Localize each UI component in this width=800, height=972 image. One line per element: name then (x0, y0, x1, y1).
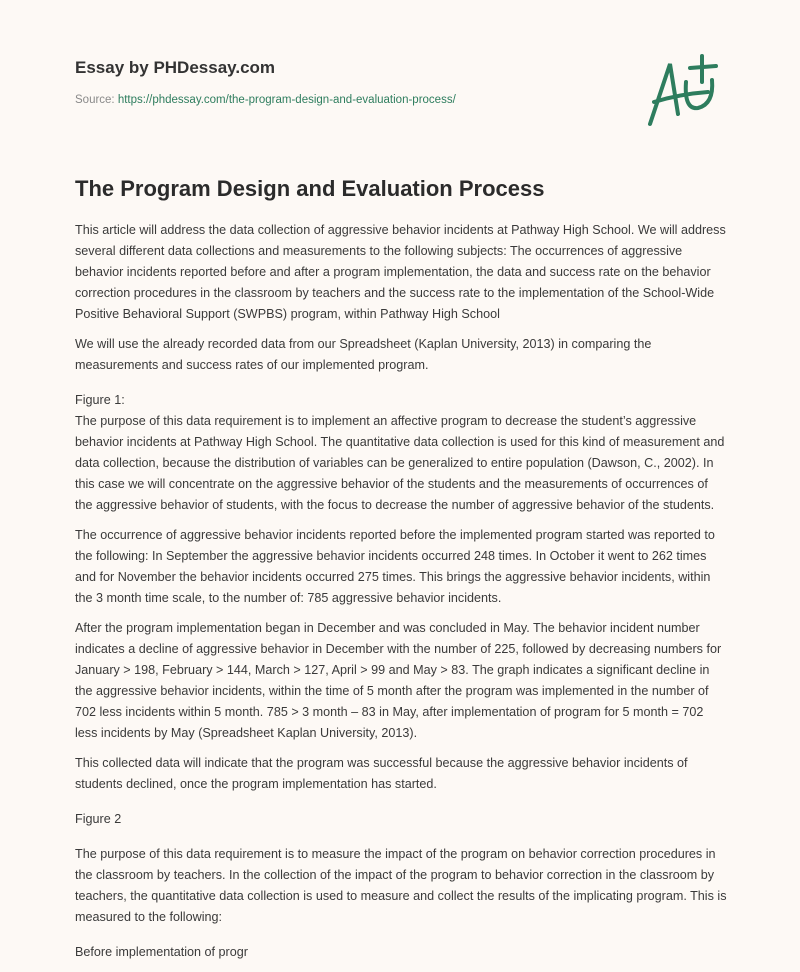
paragraph-after-program: After the program implementation began in December and was concluded in May. The behavior incident number indicates a decline of aggressive behavior in December with the number of 225, followed by decreasing numbers for January > 198, February > 144, March > 127, April > 99 and May > 83. The graph indicates a significant decline in the aggressive behavior incidents, within the time of 5 month after the program was implemented in the number of 702 less incidents within 5 month. 785 > 3 month – 83 in May, after implementation of program for 5 month = 702 less incidents by May (Spreadsheet Kaplan University, 2013). (75, 621, 722, 740)
brand-title: Essay by PHDessay.com (75, 58, 276, 77)
figure-2-label: Figure 2 (75, 812, 122, 826)
paragraph-figure-2: The purpose of this data requirement is to measure the impact of the program on behavior correction procedures in the classroom by teachers. In the collection of the impact of the program to behavior correction in the classroom by teachers, the quantitative data collection is used to measure and collect the results of the implicating program. This is measured to the following: (75, 847, 727, 924)
figure-1-label: Figure 1: (75, 393, 125, 407)
article (75, 176, 727, 972)
source-link[interactable]: https://phdessay.com/the-program-design-and-evaluation-process/ (117, 94, 456, 106)
paragraph-before-program: The occurrence of aggressive behavior incidents reported before the implemented program started was reported to the following: In September the aggressive behavior incidents occurred 248 times. In October it went to 262 times and for November the behavior incidents occurred 275 times. This brings the aggressive behavior incidents, within the 3 month time scale, to the number of: 785 aggressive behavior incidents. (75, 528, 715, 605)
paragraph-intro: This article will address the data collection of aggressive behavior incidents at Pathway High School. We will address several different data collections and measurements to the following subjects: The occurrences of aggressive behavior incidents reported before and after a program implementation, the data and success rate on the behavior correction procedures in the classroom by teachers and the success rate to the implementation of the School-Wide Positive Behavioral Support (SWPBS) program, within Pathway High School (75, 223, 726, 321)
a-plus-logo-icon (640, 52, 720, 132)
page-title: The Program Design and Evaluation Process (75, 176, 545, 201)
site-header (75, 58, 456, 106)
paragraph-conclusion: This collected data will indicate that the program was successful because the aggressive behavior incidents of students declined, once the program implementation has started. (75, 756, 688, 791)
source-label: Source: (75, 94, 118, 106)
paragraph-truncated: Before implementation of progr (75, 945, 248, 959)
source-line (75, 94, 456, 106)
paragraph-figure-1: The purpose of this data requirement is to implement an affective program to decrease the student’s aggressive behavior incidents at Pathway High School. The quantitative data collection is used for this kind of measurement and data collection, because the distribution of variables can be generalized to entire population (Dawson, C., 2002). In this case we will concentrate on the aggressive behavior of the students and the measurements of occurrences of the aggressive behavior of students, with the focus to decrease the number of aggressive behavior of the students. (75, 414, 725, 512)
paragraph-data-source: We will use the already recorded data from our Spreadsheet (Kaplan University, 2013) in comparing the measurements and success rates of our implemented program. (75, 337, 652, 372)
